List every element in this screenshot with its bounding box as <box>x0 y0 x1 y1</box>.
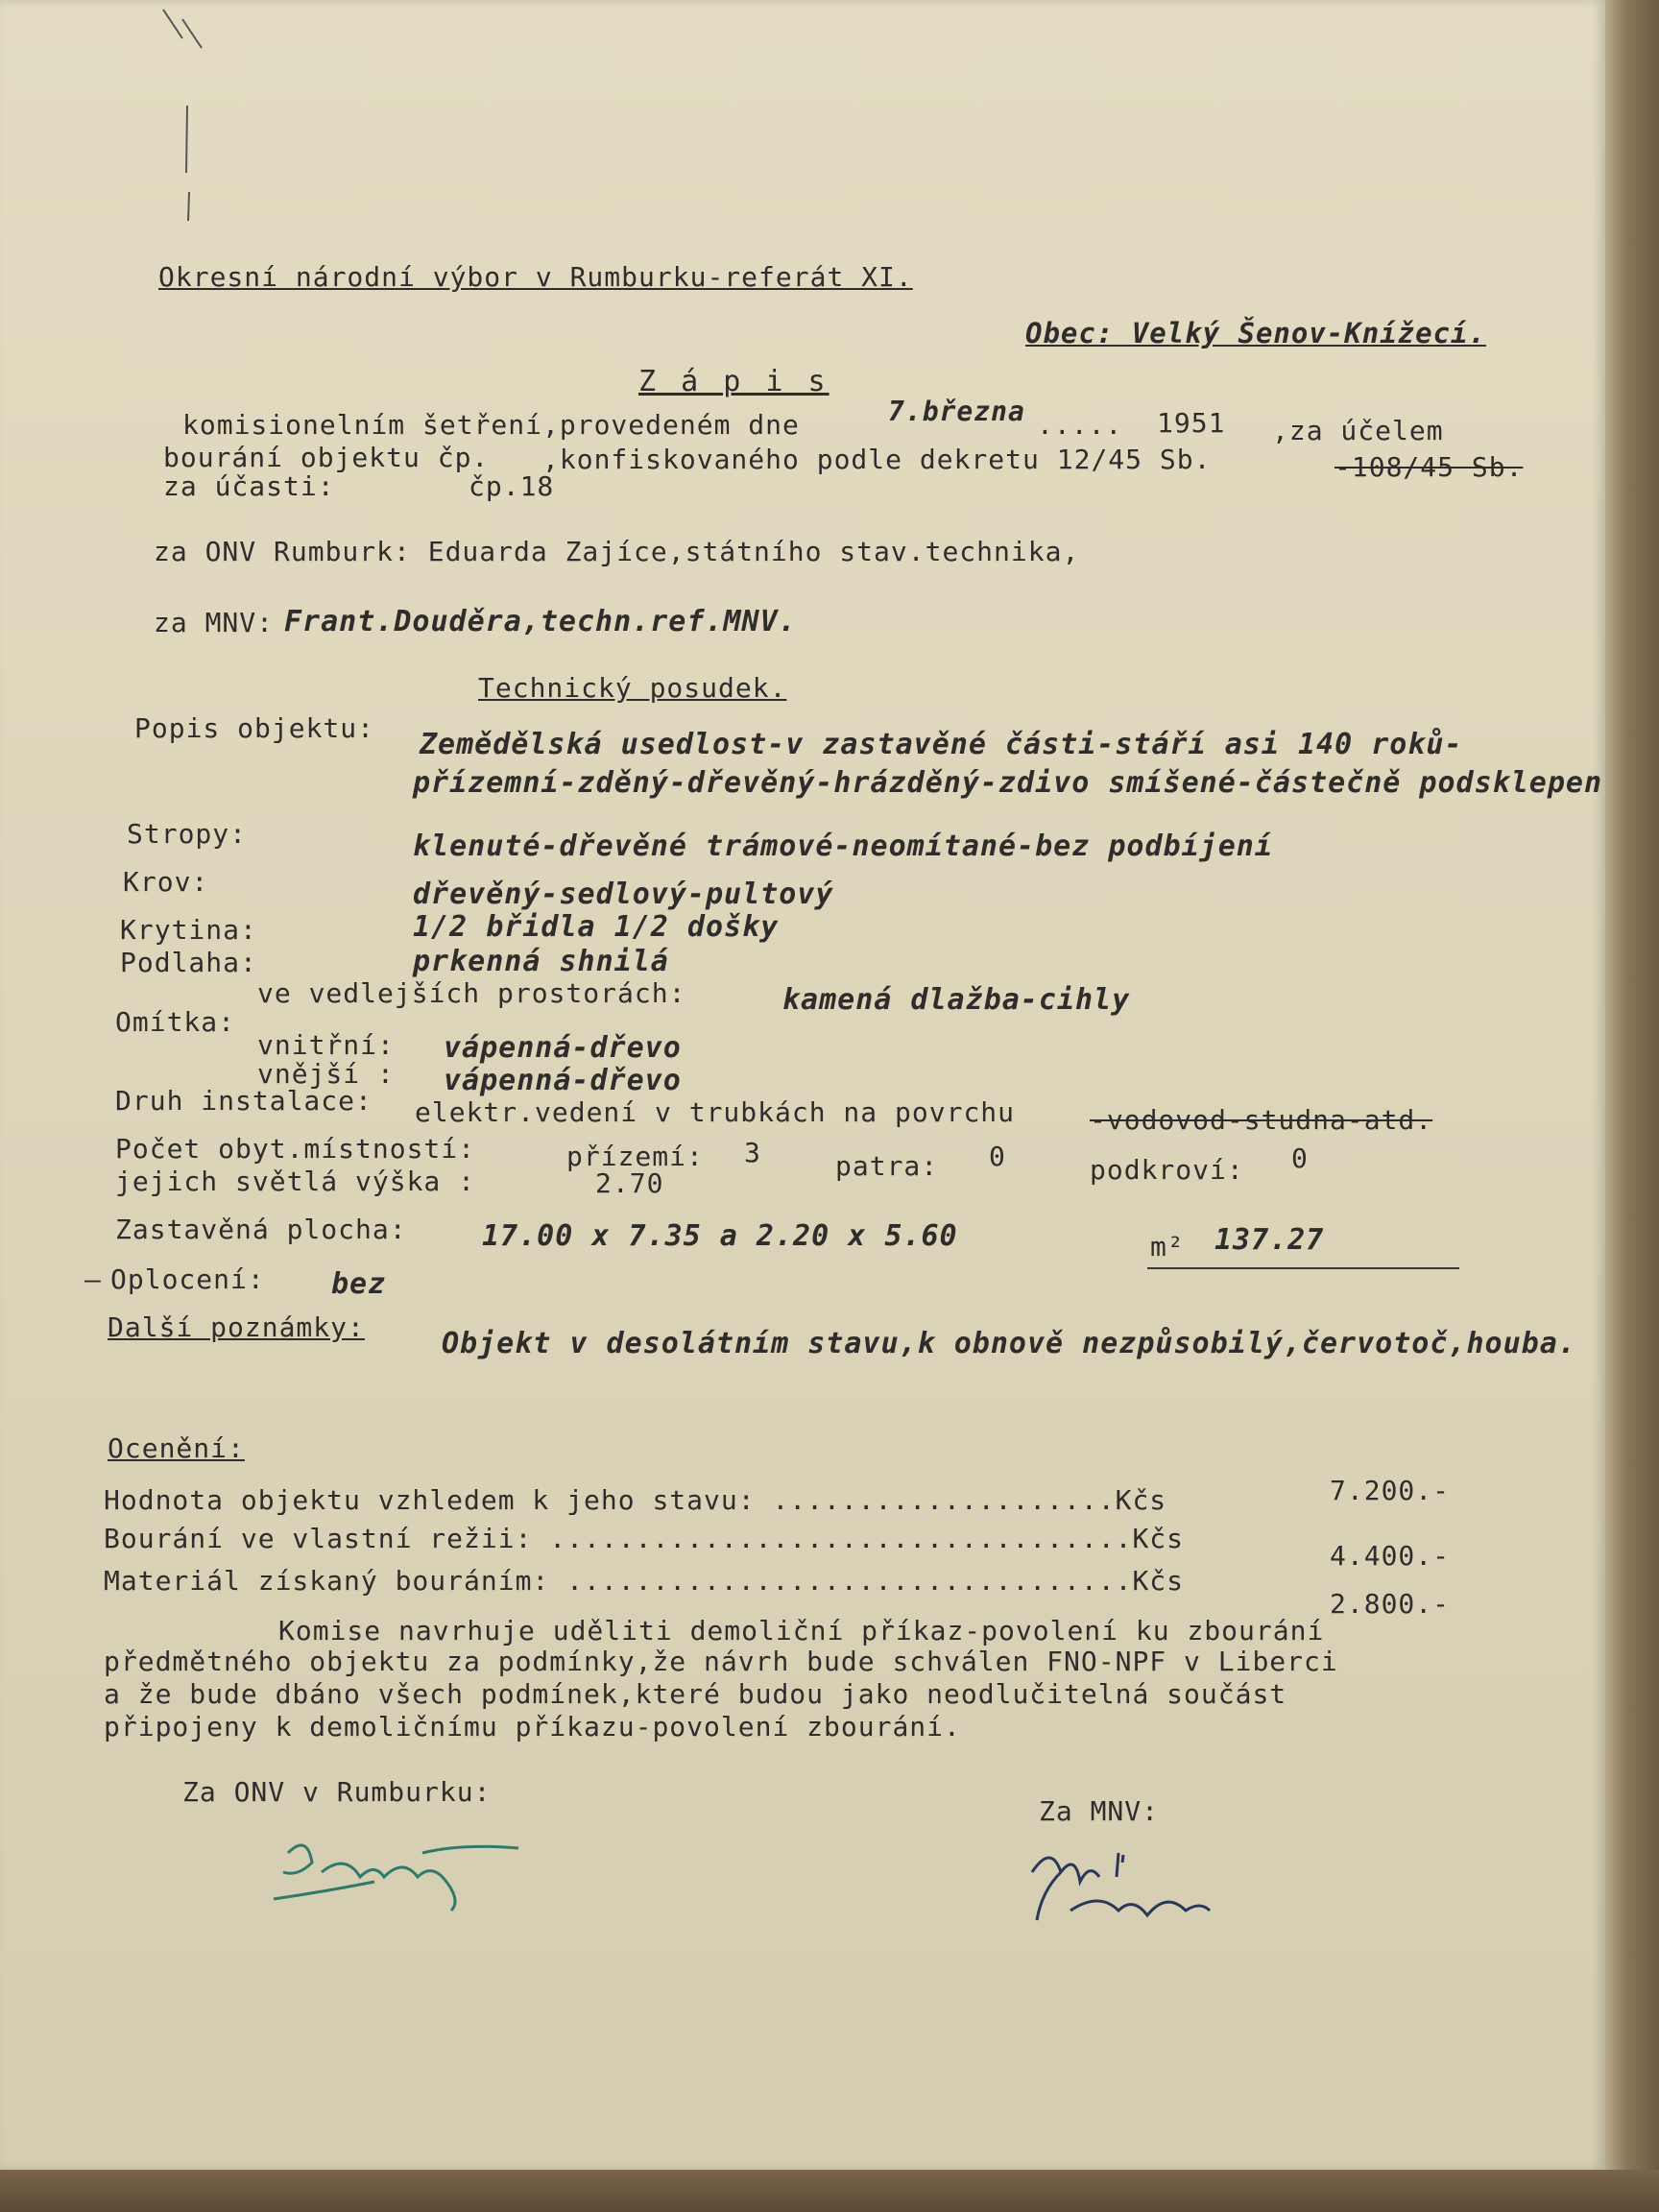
office-heading: Okresní národní výbor v Rumburku-referát XI. <box>158 261 913 293</box>
patra-label: patra: <box>835 1150 939 1182</box>
krov-label: Krov: <box>123 866 209 898</box>
plocha-underline <box>1147 1267 1459 1269</box>
podkrovi-label: podkroví: <box>1090 1154 1244 1186</box>
krov-value: dřevěný-sedlový-pultový <box>413 878 834 911</box>
plocha-value: 17.00 x 7.35 a 2.20 x 5.60 <box>482 1219 958 1253</box>
vyska-value: 2.70 <box>595 1167 664 1199</box>
stropy-label: Stropy: <box>127 818 248 850</box>
material-label: Materiál získaný bouráním: .................................Kčs <box>104 1565 1185 1597</box>
vnejsi-label: vnější : <box>257 1058 395 1090</box>
druh-struck: -vodovod-studna-atd. <box>1090 1104 1433 1136</box>
plocha-total: 137.27 <box>1214 1223 1325 1257</box>
conclusion-line3: a že bude dbáno všech podmínek,které budou jako neodlučitelná součást <box>104 1678 1287 1710</box>
participant-onv: za ONV Rumburk: Eduarda Zajíce,státního stav.technika, <box>154 536 1080 567</box>
poznamky-value: Objekt v desolátním stavu,k obnově nezpůsobilý,červotoč,houba. <box>442 1327 1576 1360</box>
oploceni-dash: – <box>84 1263 102 1295</box>
bourani-label: Bourání ve vlastní režii: ..................................Kčs <box>104 1523 1185 1554</box>
oploceni-label: Oplocení: <box>110 1263 265 1295</box>
pocet-label: Počet obyt.místností: <box>115 1133 476 1165</box>
conclusion-line1: Komise navrhuje uděliti demoliční příkaz-povolení ku zbourání <box>278 1615 1325 1647</box>
krytina-value: 1/2 břidla 1/2 došky <box>413 910 780 944</box>
conclusion-line2: předmětného objektu za podmínky,že návrh bude schválen FNO-NPF v Liberci <box>104 1646 1338 1677</box>
page-title: Z á p i s <box>638 365 830 398</box>
omitka-label: Omítka: <box>115 1006 236 1038</box>
house-number: čp.18 <box>469 470 555 502</box>
plocha-unit: m² <box>1150 1231 1185 1262</box>
intro-line1-a: komisionelním šetření,provedeném dne <box>182 409 800 441</box>
intro-line1-b: ,za účelem <box>1272 415 1444 446</box>
patra-value: 0 <box>989 1141 1006 1172</box>
valuation-heading: Ocenění: <box>108 1432 245 1464</box>
intro-line2-b: ,konfiskovaného podle dekretu 12/45 Sb. <box>542 444 1212 475</box>
participant-mnv-name: Frant.Douděra,techn.ref.MNV. <box>284 605 797 638</box>
popis-label: Popis objektu: <box>134 712 375 744</box>
signature-mnv-label: Za MNV: <box>1039 1795 1160 1827</box>
vyska-label: jejich světlá výška : <box>115 1166 476 1197</box>
poznamky-label: Další poznámky: <box>108 1311 365 1343</box>
vnejsi-value: vápenná-dřevo <box>444 1064 682 1097</box>
oploceni-value: bez <box>331 1267 387 1301</box>
prizemi-value: 3 <box>744 1137 761 1168</box>
podkrovi-value: 0 <box>1291 1142 1309 1174</box>
intro-line3-a: za účasti: <box>163 470 335 502</box>
intro-date: 7.března <box>888 396 1025 427</box>
vnitrni-value: vápenná-dřevo <box>444 1031 682 1065</box>
desk-background <box>0 2170 1659 2212</box>
popis-line1: Zemědělská usedlost-v zastavěné části-stáří asi 140 roků- <box>420 728 1463 761</box>
prizemi-label: přízemí: <box>566 1141 704 1172</box>
material-value: 2.800.- <box>1330 1588 1451 1620</box>
pencil-marks <box>144 0 221 230</box>
participant-mnv-label: za MNV: <box>154 607 275 638</box>
intro-year: 1951 <box>1157 407 1226 439</box>
vedlejsi-value: kamená dlažba-cihly <box>782 983 1131 1017</box>
hodnota-value: 7.200.- <box>1330 1475 1451 1506</box>
vedlejsi-label: ve vedlejších prostorách: <box>257 977 686 1009</box>
druh-label: Druh instalace: <box>115 1085 373 1117</box>
signature-onv <box>269 1824 538 1920</box>
binding-edge <box>1605 0 1659 2212</box>
stropy-value: klenuté-dřevěné trámové-neomítané-bez podbíjení <box>413 830 1273 863</box>
druh-value: elektr.vedení v trubkách na povrchu <box>415 1096 1016 1128</box>
podlaha-value: prkenná shnilá <box>413 945 669 978</box>
plocha-label: Zastavěná plocha: <box>115 1214 407 1245</box>
bourani-value: 4.400.- <box>1330 1540 1451 1572</box>
signature-onv-label: Za ONV v Rumburku: <box>182 1776 492 1808</box>
vnitrni-label: vnitřní: <box>257 1029 395 1061</box>
signature-mnv <box>1022 1834 1214 1939</box>
hodnota-label: Hodnota objektu vzhledem k jeho stavu: ....................Kčs <box>104 1484 1167 1516</box>
intro-line2-a: bourání objektu čp. <box>163 442 490 473</box>
krytina-label: Krytina: <box>120 914 257 946</box>
technical-heading: Technický posudek. <box>478 672 787 704</box>
conclusion-line4: připojeny k demoličnímu příkazu-povolení zbourání. <box>104 1711 961 1743</box>
popis-line2: přízemní-zděný-dřevěný-hrázděný-zdivo smíšené-částečně podsklepen <box>413 766 1602 800</box>
intro-dots: ..... <box>1037 409 1123 441</box>
podlaha-label: Podlaha: <box>120 947 257 978</box>
municipality: Obec: Velký Šenov-Knížecí. <box>1025 317 1486 349</box>
intro-struck-decree: -108/45 Sb. <box>1334 451 1524 483</box>
